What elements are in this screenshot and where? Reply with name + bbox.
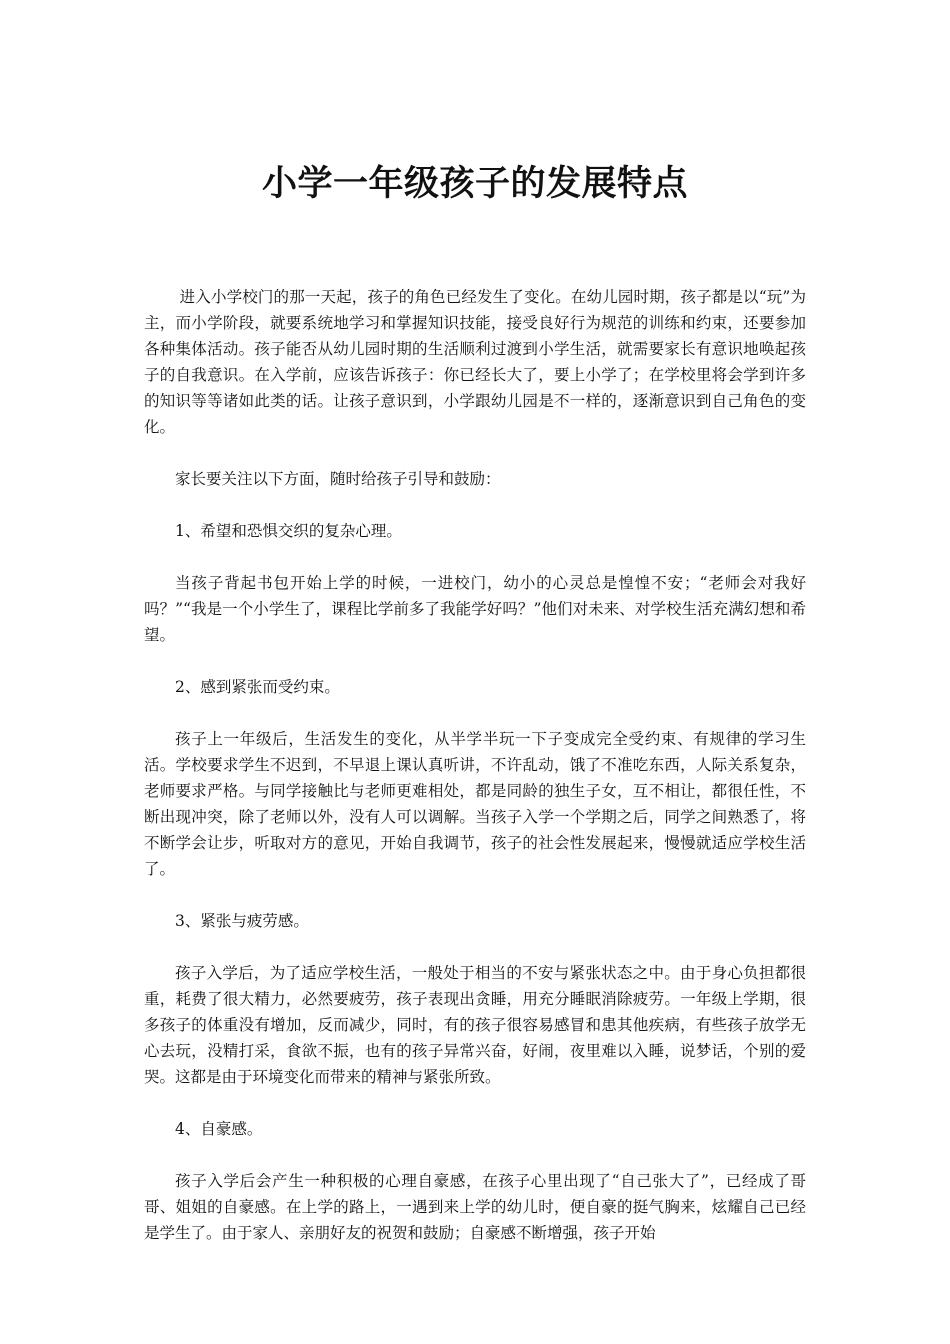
section-heading-4: 4、自豪感。 bbox=[175, 1120, 263, 1138]
section-heading-2: 2、感到紧张而受约束。 bbox=[175, 678, 340, 696]
paragraph-section-3: 孩子入学后，为了适应学校生活，一般处于相当的不安与紧张状态之中。由于身心负担都很重，耗费了很大精力，必然要疲劳，孩子表现出贪睡，用充分睡眠消除疲劳。一年级上学期，很多孩子的体重没有增加，反而减少，同时，有的孩子很容易感冒和患其他疾病，有些孩子放学无心去玩，没精打采，食欲不振，也有的孩子异常兴奋，好闹，夜里难以入睡，说梦话，个别的爱哭。这都是由于环境变化而带来的精神与紧张所致。 bbox=[144, 964, 806, 1086]
paragraph-lead-in: 家长要关注以下方面，随时给孩子引导和鼓励： bbox=[175, 470, 501, 488]
section-heading-1: 1、希望和恐惧交织的复杂心理。 bbox=[175, 522, 402, 540]
paragraph-intro: 进入小学校门的那一天起，孩子的角色已经发生了变化。在幼儿园时期，孩子都是以“玩”为主，而小学阶段，就要系统地学习和掌握知识技能，接受良好行为规范的训练和约束，还要参加各种集体活动。孩子能否从幼儿园时期的生活顺利过渡到小学生活，就需要家长有意识地唤起孩子的自我意识。在入学前，应该告诉孩子：你已经长大了，要上小学了；在学校里将会学到许多的知识等等诸如此类的话。让孩子意识到，小学跟幼儿园是不一样的，逐渐意识到自己角色的变化。 bbox=[144, 288, 806, 436]
section-heading-3: 3、紧张与疲劳感。 bbox=[175, 912, 309, 930]
document-body bbox=[144, 284, 806, 1272]
paragraph-section-2: 孩子上一年级后，生活发生的变化，从半学半玩一下子变成完全受约束、有规律的学习生活。学校要求学生不迟到，不早退上课认真听讲，不许乱动，饿了不准吃东西，人际关系复杂，老师要求严格。与同学接触比与老师更难相处，都是同龄的独生子女，互不相让，都很任性，不断出现冲突，除了老师以外，没有人可以调解。当孩子入学一个学期之后，同学之间熟悉了，将不断学会让步，听取对方的意见，开始自我调节，孩子的社会性发展起来，慢慢就适应学校生活了。 bbox=[144, 730, 806, 878]
paragraph-section-1: 当孩子背起书包开始上学的时候，一进校门，幼小的心灵总是惶惶不安；“老师会对我好吗？”“我是一个小学生了，课程比学前多了我能学好吗？”他们对未来、对学校生活充满幻想和希望。 bbox=[144, 574, 806, 644]
paragraph-section-4: 孩子入学后会产生一种积极的心理自豪感，在孩子心里出现了“自己张大了”，已经成了哥哥、姐姐的自豪感。在上学的路上，一遇到来上学的幼儿时，便自豪的挺气胸来，炫耀自己已经是学生了。由于家人、亲朋好友的祝贺和鼓励；自豪感不断增强，孩子开始 bbox=[144, 1172, 806, 1242]
document-title: 小学一年级孩子的发展特点 bbox=[261, 163, 688, 204]
